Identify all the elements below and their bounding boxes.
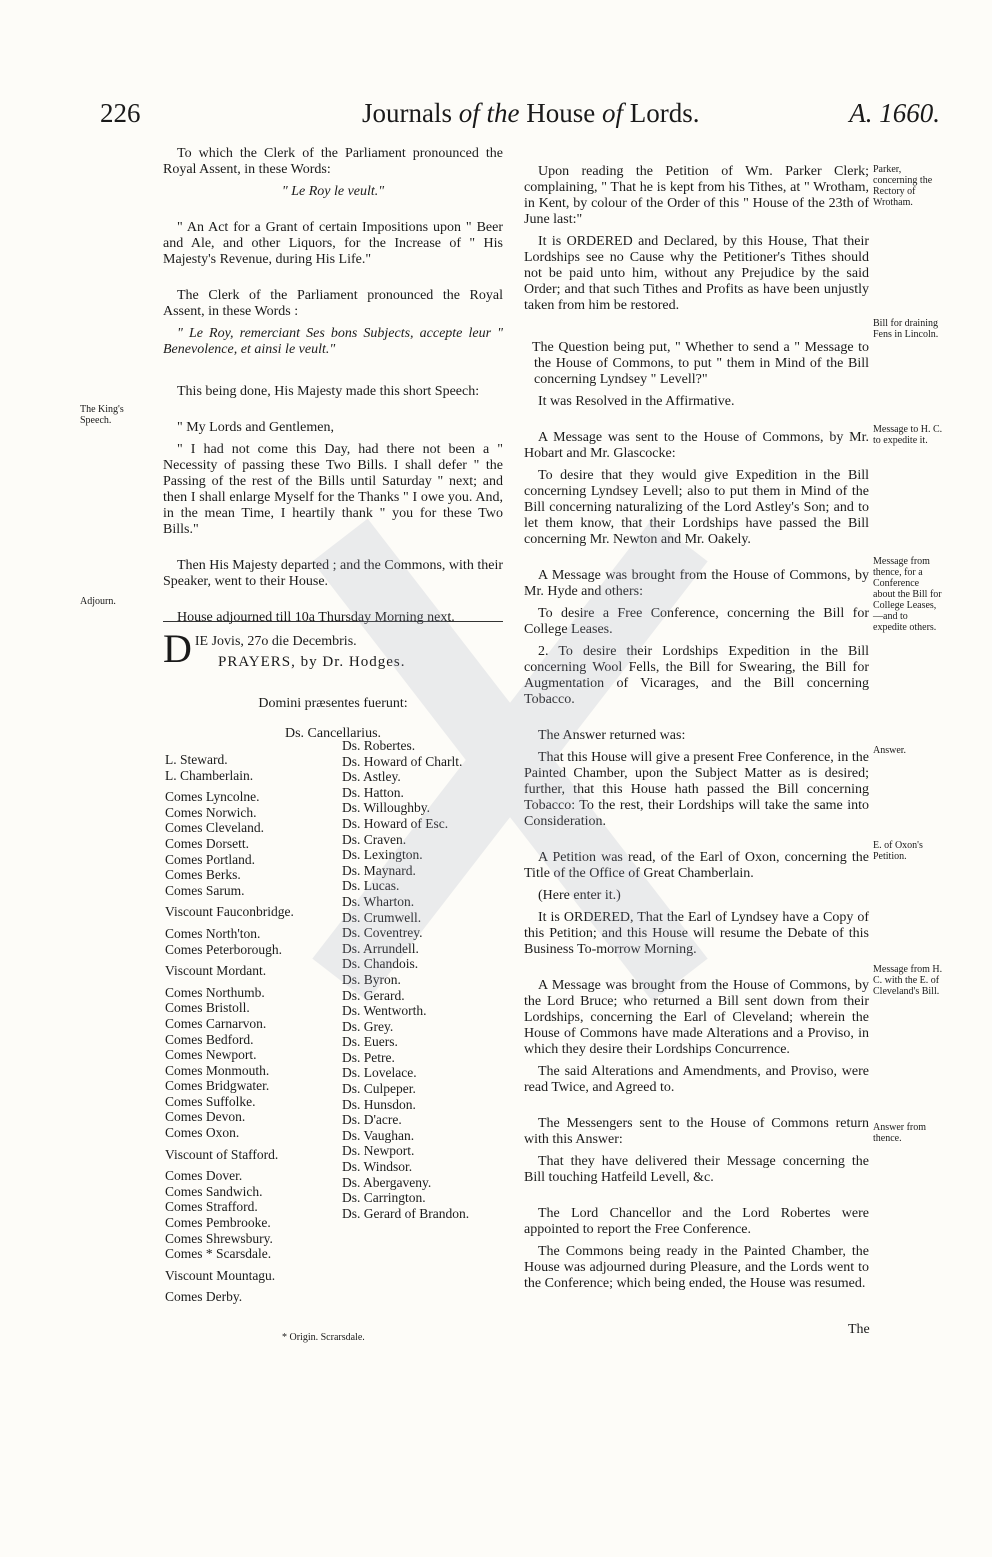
paragraph: Then His Majesty departed ; and the Commons, with their Speaker, went to their House. bbox=[163, 558, 503, 589]
year: A. 1660. bbox=[849, 98, 940, 128]
lord-name: Ds. Wentworth. bbox=[342, 1003, 427, 1019]
die-heading bbox=[163, 626, 503, 671]
lord-name: Ds. Maynard. bbox=[342, 862, 416, 878]
paragraph: The said Alterations and Amendments, and Proviso, were read Twice, and Agreed to. bbox=[524, 1064, 869, 1095]
paragraph: " My Lords and Gentlemen, bbox=[177, 420, 334, 435]
paragraph: To desire a Free Conference, concerning the Bill for College Leases. bbox=[524, 606, 869, 637]
lord-name: Comes Oxon. bbox=[165, 1125, 240, 1141]
lord-name: Comes Bridgwater. bbox=[165, 1078, 270, 1094]
adjourn-paragraph: House adjourned till 10a Thursday Morning next. bbox=[177, 610, 455, 625]
lord-name: Viscount Mountagu. bbox=[165, 1267, 276, 1283]
running-header bbox=[100, 98, 940, 138]
catchword: The bbox=[848, 1322, 870, 1337]
domini-heading: Domini præsentes fuerunt: bbox=[258, 696, 408, 711]
lord-name: Ds. Abergaveny. bbox=[342, 1174, 432, 1190]
lord-name: Comes Carnarvon. bbox=[165, 1015, 267, 1031]
lord-name: Comes Portland. bbox=[165, 851, 255, 867]
lord-name: Comes Strafford. bbox=[165, 1199, 258, 1215]
paragraph: Upon reading the Petition of Wm. Parker Clerk; complaining, " That he is kept from his Tithes, at " Wrotham, in Kent, by colour of the Order of this " House of the 23th of June last:" bbox=[524, 164, 869, 227]
lord-name: Ds. Gerard of Brandon. bbox=[342, 1205, 470, 1221]
paragraph: " An Act for a Grant of certain Impositions upon " Beer and Ale, and other Liquors, for the Increase of " His Majesty's Revenue, during His Life." bbox=[163, 220, 503, 267]
margin-note-message-from: Message from thence, for a Conference about the Bill for College Leases,—and to expedite others. bbox=[873, 556, 942, 633]
page-number: 226 bbox=[100, 98, 141, 128]
section-rule bbox=[163, 621, 503, 622]
lord-name: Ds. Arrundell. bbox=[342, 940, 419, 956]
lord-name: Ds. Hatton. bbox=[342, 784, 404, 800]
date-line: IE Jovis, 27o die Decembris. bbox=[194, 634, 357, 649]
paragraph: A Message was brought from the House of Commons, by Mr. Hyde and others: bbox=[524, 568, 869, 599]
lord-name: Comes Cleveland. bbox=[165, 820, 264, 836]
lord-name: Comes Bedford. bbox=[165, 1031, 254, 1047]
lord-name: Comes Sandwich. bbox=[165, 1183, 263, 1199]
paragraph: To which the Clerk of the Parliament pronounced the Royal Assent, in these Words: bbox=[163, 146, 503, 177]
lord-name: L. Chamberlain. bbox=[165, 767, 254, 783]
lord-name: Viscount of Stafford. bbox=[165, 1146, 279, 1162]
lord-name: Ds. Howard of Esc. bbox=[342, 815, 449, 831]
lord-name: Comes Sarum. bbox=[165, 882, 245, 898]
lord-name: Comes North'ton. bbox=[165, 925, 261, 941]
right-column bbox=[524, 164, 869, 1298]
lord-name: Ds. Howard of Charlt. bbox=[342, 753, 463, 769]
lord-name: Comes Shrewsbury. bbox=[165, 1230, 273, 1246]
margin-note-answer-from: Answer from thence. bbox=[873, 1122, 927, 1144]
paragraph: It is ORDERED and Declared, by this House, That their Lordships see no Cause why the Petitioner's Tithes should not be paid unto him, without any Prejudice by the said Order; and that such Tithes and Profits as have been unjustly taken from him be restored. bbox=[524, 234, 869, 313]
lord-name: Ds. Gerard. bbox=[342, 987, 405, 1003]
paragraph: The Commons being ready in the Painted Chamber, the House was adjourned during Pleasure, and the Lords went to the Conference; which being ended, the House was resumed. bbox=[524, 1244, 869, 1291]
lord-name: Ds. Chandois. bbox=[342, 956, 419, 972]
lord-name: Comes Norwich. bbox=[165, 804, 257, 820]
paragraph: The Messengers sent to the House of Commons return with this Answer: bbox=[524, 1116, 869, 1147]
lord-name: Ds. Newport. bbox=[342, 1143, 415, 1159]
royal-assent: " Le Roy le veult." bbox=[281, 184, 385, 199]
paragraph: To desire that they would give Expedition in the Bill concerning Lyndsey Levell; also to put them in Mind of the Bill concerning naturalizing of the Lord Astley's Son; and to let them know, that their Lordships have passed the Bill concerning Mr. Newton and Mr. Oakely. bbox=[524, 468, 869, 547]
lord-name: Ds. Vaughan. bbox=[342, 1127, 415, 1143]
paragraph: A Message was sent to the House of Commons, by Mr. Hobart and Mr. Glascocke: bbox=[524, 430, 869, 461]
margin-note-fens: Bill for draining Fens in Lincoln. bbox=[873, 318, 939, 340]
lord-name: Ds. Culpeper. bbox=[342, 1081, 416, 1097]
lord-name: Ds. Robertes. bbox=[342, 738, 416, 753]
lords-list-left bbox=[165, 752, 335, 1305]
paragraph: The Clerk of the Parliament pronounced the Royal Assent, in these Words : bbox=[163, 288, 503, 319]
lord-name: Viscount Mordant. bbox=[165, 963, 267, 979]
lord-name: Ds. Craven. bbox=[342, 831, 407, 847]
margin-note-answer: Answer. bbox=[873, 745, 907, 756]
lord-name: Ds. Byron. bbox=[342, 971, 401, 987]
paragraph: 2. To desire their Lordships Expedition in the Bill concerning Wool Fells, the Bill for Swearing, the Bill for Augmentation of Vicarages, and the Bill concerning Tobacco. bbox=[524, 644, 869, 707]
lord-name: Comes Berks. bbox=[165, 867, 241, 883]
lord-name: Comes Northumb. bbox=[165, 984, 265, 1000]
margin-note-adjourn: Adjourn. bbox=[80, 596, 116, 607]
lord-name: Comes Devon. bbox=[165, 1109, 246, 1125]
lord-name: Ds. Grey. bbox=[342, 1018, 394, 1034]
kings-speech: " I had not come this Day, had there not been a " Necessity of passing these Two Bills. I shall defer " the Passing of the rest of the Bills until Saturday " next; and then I shall enlarge Myself for the Thanks " I owe you. And, in the mean Time, I heartily thank " you for these Two Bills." bbox=[163, 442, 503, 537]
lord-name: Comes Newport. bbox=[165, 1047, 257, 1063]
running-title: Journals of the House of Lords. bbox=[362, 98, 700, 128]
paragraph: The Lord Chancellor and the Lord Robertes were appointed to report the Free Conference. bbox=[524, 1206, 869, 1237]
lord-name: Ds. Willoughby. bbox=[342, 800, 430, 816]
margin-note-message-hc: Message to H. C. to expedite it. bbox=[873, 424, 943, 446]
lord-name: Ds. Windsor. bbox=[342, 1159, 413, 1175]
cancellarius-heading: Ds. Cancellarius. bbox=[284, 726, 382, 741]
prayers-line: PRAYERS, by Dr. Hodges. bbox=[218, 654, 406, 670]
lord-name: Comes Monmouth. bbox=[165, 1062, 270, 1078]
lord-name: Ds. Lovelace. bbox=[342, 1065, 417, 1081]
lord-name: Ds. Lexington. bbox=[342, 847, 423, 863]
lord-name: Comes Peterborough. bbox=[165, 941, 282, 957]
lord-name: Ds. Carrington. bbox=[342, 1190, 426, 1206]
drop-cap: D bbox=[163, 626, 192, 671]
footnote: * Origin. Scrarsdale. bbox=[282, 1332, 365, 1343]
paragraph: The Question being put, " Whether to send a " Message to the House of Commons, to put " them in Mind of the Bill concerning Lyndsey " Levell?" bbox=[532, 340, 869, 387]
lord-name: Ds. Wharton. bbox=[342, 893, 415, 909]
margin-note-parker: Parker, concerning the Rectory of Wrotham. bbox=[873, 164, 933, 208]
paragraph: This being done, His Majesty made this short Speech: bbox=[177, 384, 480, 399]
paragraph: A Petition was read, of the Earl of Oxon, concerning the Title of the Office of Great Chamberlain. bbox=[524, 850, 869, 881]
lord-name: Comes * Scarsdale. bbox=[165, 1246, 272, 1262]
lord-name: Comes Suffolke. bbox=[165, 1093, 256, 1109]
lord-name: Ds. Coventrey. bbox=[342, 925, 423, 941]
lord-name: Ds. Euers. bbox=[342, 1034, 398, 1050]
lord-name: Comes Lyncolne. bbox=[165, 789, 260, 805]
lords-list-right bbox=[342, 738, 517, 1221]
paragraph: The Answer returned was: bbox=[538, 728, 686, 743]
margin-note-kings-speech: The King's Speech. bbox=[80, 404, 124, 426]
lord-name: Comes Bristoll. bbox=[165, 1000, 250, 1016]
lord-name: L. Steward. bbox=[165, 752, 228, 767]
left-column bbox=[163, 146, 503, 632]
paragraph: (Here enter it.) bbox=[538, 888, 621, 903]
lord-name: Ds. Crumwell. bbox=[342, 909, 422, 925]
paragraph: That they have delivered their Message concerning the Bill touching Hatfeild Levell, &c. bbox=[524, 1154, 869, 1185]
lord-name: Ds. D'acre. bbox=[342, 1112, 402, 1128]
lord-name: Comes Dover. bbox=[165, 1168, 243, 1184]
margin-note-oxon: E. of Oxon's Petition. bbox=[873, 840, 923, 862]
lord-name: Ds. Lucas. bbox=[342, 878, 400, 894]
lord-name: Ds. Astley. bbox=[342, 769, 401, 785]
paragraph: That this House will give a present Free Conference, in the Painted Chamber, upon the Subject Matter as is desired; further, that this House hath passed the Bill concerning Tobacco: To the rest, their Lordships will take the same into Consideration. bbox=[524, 750, 869, 829]
paragraph: A Message was brought from the House of Commons, by the Lord Bruce; who returned a Bill sent down from their Lordships, concerning the Earl of Cleveland; wherein the House of Commons have made Alterations and a Proviso, in which they desire their Lordships Concurrence. bbox=[524, 978, 869, 1057]
paragraph: It is ORDERED, That the Earl of Lyndsey have a Copy of this Petition; and this House will resume the Debate of this Business To-morrow Morning. bbox=[524, 910, 869, 957]
lord-name: Viscount Fauconbridge. bbox=[165, 904, 294, 920]
lord-name: Comes Derby. bbox=[165, 1289, 243, 1305]
lord-name: Ds. Petre. bbox=[342, 1049, 395, 1065]
lord-name: Ds. Hunsdon. bbox=[342, 1096, 416, 1112]
paragraph: It was Resolved in the Affirmative. bbox=[538, 394, 735, 409]
lord-name: Comes Pembrooke. bbox=[165, 1215, 271, 1231]
margin-note-cleveland: Message from H. C. with the E. of Cleveland's Bill. bbox=[873, 964, 943, 997]
lord-name: Comes Dorsett. bbox=[165, 835, 249, 851]
royal-assent: " Le Roy, remerciant Ses bons Subjects, accepte leur " Benevolence, et ainsi le veult." bbox=[163, 326, 503, 357]
